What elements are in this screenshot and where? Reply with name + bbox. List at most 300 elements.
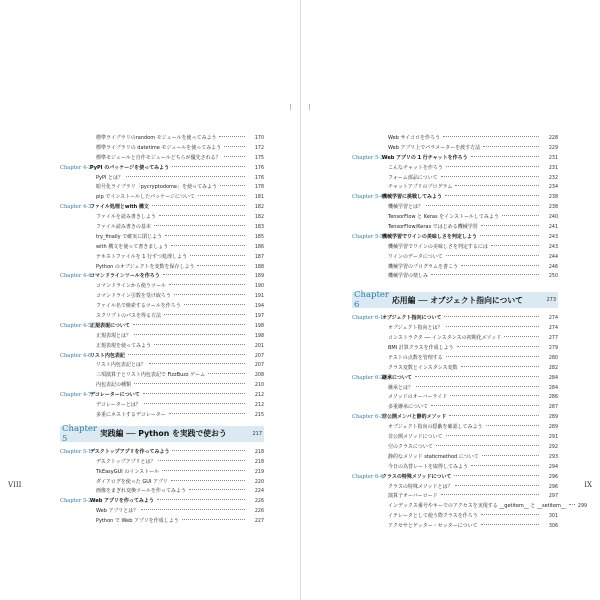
toc-entry-row [60,517,264,527]
entry-page-number: 226 [254,509,264,515]
crop-mark [309,104,310,110]
page-folio: IX [584,481,592,489]
toc-entry-row [352,164,558,174]
section-number: Chapter 5-1 [60,448,92,455]
entry-page-number: 176 [254,165,264,171]
section-number: Chapter 4-5 [60,322,92,329]
entry-title: オブジェクト指向とは？ [388,325,443,332]
entry-title: リスト内包表記 [90,352,125,359]
entry-page-number: 170 [254,136,264,141]
toc-entry-row [352,223,558,233]
toc-entry-row [60,468,264,478]
dot-leader [154,344,245,345]
toc-entry-row [352,453,558,463]
toc-entry-row [352,263,558,273]
toc-entry-row [352,423,558,433]
dot-leader [149,363,245,364]
toc-entry-row [60,134,264,144]
entry-page-number: 284 [548,375,558,381]
entry-title: Python で Web アプリを作成しよう [96,518,179,525]
entry-page-number: 198 [254,323,264,329]
entry-title: 機械学習に挑戦してみよう [382,194,443,201]
entry-title: 非公開メソッドについて [388,434,443,441]
entry-page-number: 297 [548,494,558,500]
dot-leader [220,185,245,186]
entry-page-number: 232 [548,175,558,181]
entry-title: 空のクラスについて [388,443,433,450]
entry-page-number: 306 [548,524,558,530]
entry-page-number: 208 [254,373,264,379]
entry-page-number: 291 [548,435,558,441]
toc-left [60,134,264,527]
dot-leader [184,304,245,305]
entry-title: 演算子オーバーロード [388,493,438,500]
toc-entry-row [60,282,264,292]
entry-title: BMI 計算クラスを作成しよう [388,345,454,352]
entry-page-number: 212 [254,403,264,409]
entry-page-number: 189 [254,274,264,280]
toc-entry-row [352,393,558,403]
dot-leader [159,215,245,216]
entry-page-number: 186 [254,244,264,250]
toc-entry-row [352,183,558,193]
entry-title: 標準ライブラリの datetime モジュールを使ってみよう [96,144,222,151]
entry-title: 暗号化ライブラリ「pycryptodome」を使ってみよう [96,184,217,191]
toc-entry-row [352,433,558,443]
entry-title: TensorFlow と Keras をインストールしてみよう [388,214,499,221]
entry-title: ダイアログを使った GUI アプリ [96,478,168,485]
entry-page-number: 301 [548,514,558,520]
entry-title: コマンドラインから使うツール [96,283,166,290]
dot-leader [491,245,539,246]
entry-page-number: 289 [548,415,558,421]
dot-leader [158,460,245,461]
toc-section-row [352,193,558,203]
dot-leader [172,450,245,451]
entry-page-number: 212 [254,393,264,399]
dot-leader [164,314,245,315]
toc-entry-row [352,144,558,154]
entry-title: ファイル処理とwith 構文 [90,204,149,211]
toc-section-row [352,413,558,423]
crop-mark [290,104,291,110]
dot-leader [480,235,539,236]
dot-leader [174,294,245,295]
entry-title: Web アプリを作ってみよう [90,498,154,505]
toc-entry-row [352,174,558,184]
entry-title: クラスの特殊メソッドとは？ [388,483,453,490]
entry-title: メソッドのオーバーライド [388,394,448,401]
entry-page-number: 198 [254,333,264,339]
entry-title: クラス変数とインスタンス変数 [388,364,458,371]
toc-entry-row [60,332,264,342]
entry-page-number: 286 [548,395,558,401]
entry-page-number: 274 [548,316,558,322]
entry-title: ファイル読み書きの基本 [96,224,151,231]
entry-page-number: 279 [548,346,558,352]
entry-page-number: 287 [548,405,558,411]
dot-leader [441,176,539,177]
entry-page-number: 176 [254,175,264,181]
entry-title: 非公開メンバと静的メソッド [382,414,447,421]
toc-entry-row [60,411,264,421]
toc-entry-row [60,292,264,302]
toc-section-row [60,203,264,213]
toc-entry-row [60,253,264,263]
entry-page-number: 244 [548,254,558,260]
entry-title: コンストラクタ ── インスタンスの初期化メソッド [388,335,502,342]
dot-leader [171,480,245,481]
entry-title: アクセサとゲッター・セッターについて [388,523,478,530]
entry-page-number: 188 [254,264,264,270]
toc-entry-row [352,512,558,522]
chapter-page: 217 [252,430,262,437]
toc-entry-row [352,463,558,473]
section-number: Chapter 4-2 [60,164,92,171]
dot-leader [450,395,539,396]
dot-leader [481,524,539,525]
toc-entry-row [352,324,558,334]
entry-page-number: 228 [548,136,558,141]
entry-page-number: 220 [254,479,264,485]
dot-leader [446,255,539,256]
dot-leader [446,435,539,436]
dot-leader [144,403,245,404]
entry-title: オブジェクト指向の隠蔽を確認してみよう [388,424,483,431]
toc-entry-row [352,443,558,453]
section-number: Chapter 6-1 [352,315,384,322]
toc-entry-row [60,401,264,411]
dot-leader [157,499,245,500]
dot-leader [504,336,539,337]
entry-page-number: 181 [254,195,264,201]
dot-leader [415,376,539,377]
dot-leader [569,504,575,505]
entry-page-number: 293 [548,454,558,460]
toc-entry-row [352,354,558,364]
entry-title: テストの点数を管理する [388,354,443,361]
toc-entry-row [60,381,264,391]
toc-section-row [60,352,264,362]
entry-page-number: 201 [254,343,264,349]
dot-leader [481,225,539,226]
dot-leader [449,415,539,416]
dot-leader [169,284,245,285]
entry-page-number: 238 [548,195,558,201]
dot-leader [461,366,539,367]
section-number: Chapter 5-5 [352,233,384,240]
dot-leader [133,324,245,325]
entry-page-number: 299 [577,504,588,510]
entry-title: インデックス番号やキーでのアクセスを実現する __getitem__ と __setitem__ [388,503,566,510]
entry-title: 正規表現について [90,322,130,329]
toc-entry-row [60,478,264,488]
dot-leader [189,489,245,490]
entry-title: スクリプトのパスを得る方法 [96,313,162,320]
dot-leader [171,245,245,246]
entry-page-number: 296 [548,474,558,480]
entry-title: Web アプリの 1 行チャットを作ろう [382,154,468,161]
dot-leader [162,470,245,471]
entry-title: ファイルを読み書きしよう [96,214,156,221]
entry-title: こんなチャットを作ろう [388,164,443,171]
entry-title: 標準モジュールと自作モジュールどちらが優先される？ [96,154,221,161]
toc-entry-row [60,144,264,154]
toc-entry-row [60,302,264,312]
toc-entry-row [60,213,264,223]
dot-leader [461,265,539,266]
dot-leader [224,156,245,157]
entry-page-number: 197 [254,314,264,320]
dot-leader [455,485,539,486]
toc-right-rows [352,134,558,282]
dot-leader [134,383,245,384]
entry-page-number: 218 [254,459,264,465]
dot-leader [190,255,245,256]
entry-title: 標準ライブラリのrandom モジュールを使ってみよう [96,135,217,141]
entry-page-number: 182 [254,205,264,211]
entry-title: ワインのデータについて [388,253,443,260]
entry-title: デコレーターとは？ [96,402,141,409]
dot-leader [502,215,539,216]
dot-leader [444,316,539,317]
chapter-5-heading [60,423,264,444]
entry-page-number: 226 [254,499,264,505]
toc-entry-row [352,483,558,493]
toc-entry-row [352,213,558,223]
toc-entry-row [352,384,558,394]
dot-leader [457,346,539,347]
entry-title: 今日の為替レートを取得してみよう [388,463,469,470]
section-number: Chapter 5-4 [352,194,384,201]
entry-page-number: 224 [254,489,264,495]
toc-section-row [352,233,558,243]
entry-title: Web サイコロを作ろう [388,135,440,141]
dot-leader [471,465,539,466]
toc-entry-row [60,233,264,243]
chapter-6-heading [352,290,558,311]
entry-page-number: 280 [548,355,558,361]
toc-section-row [60,497,264,507]
dot-leader [208,373,245,374]
toc-entry-row [60,183,264,193]
toc-entry-row [352,334,558,344]
entry-title: フォーム部品について [388,174,438,181]
dot-leader [134,334,245,335]
section-number: Chapter 4-6 [60,352,92,359]
entry-page-number: 218 [254,449,264,455]
entry-title: 三項演算子とリスト内包表記で FizzBuzz ゲーム [96,372,206,379]
toc-entry-row [352,403,558,413]
toc-entry-row [60,243,264,253]
entry-title: 画像をまぎれ変換ツールを作ってみよう [96,488,186,495]
dot-leader [154,225,245,226]
section-number: Chapter 4-4 [60,273,92,280]
dot-leader [482,455,539,456]
entry-title: デコレーターについて [90,392,140,399]
entry-title: TkEasyGUI のインストール [96,468,160,475]
entry-page-number: 231 [548,155,558,161]
entry-page-number: 277 [548,336,558,342]
toc-entry-row [60,174,264,184]
dot-leader [426,205,539,206]
entry-page-number: 190 [254,284,264,290]
entry-title: Web アプリ上でパラメーターを渡す方法 [388,144,481,151]
toc-entry-row [352,522,558,532]
page-folio: VIII [8,481,22,489]
dot-leader [481,514,539,515]
section-number: Chapter 6-3 [352,414,384,421]
dot-leader [219,136,245,137]
dot-leader [436,445,539,446]
toc-entry-row [60,312,264,322]
dot-leader [431,405,539,406]
toc-entry-row [352,134,558,144]
toc-entry-row [60,371,264,381]
dot-leader [446,166,539,167]
toc-entry-row [60,342,264,352]
chapter-title: 応用編 ── オブジェクト指向について [392,295,523,305]
entry-page-number: 182 [254,215,264,221]
entry-title: pip でインストールしたパッケージについて [96,194,195,201]
toc-entry-row [60,361,264,371]
toc-entry-row [352,272,558,282]
entry-title: 機械学習とは？ [388,204,424,211]
toc-section-row [352,473,558,483]
dot-leader [172,166,245,167]
entry-page-number: 207 [254,353,264,359]
entry-page-number: 234 [548,185,558,191]
dot-leader [163,274,245,275]
toc-entry-row [60,507,264,517]
entry-title: クラスの特殊メソッドについて [382,473,452,480]
dot-leader [471,156,539,157]
dot-leader [443,136,539,137]
dot-leader [486,425,539,426]
entry-title: 内包表記の種類 [96,382,132,389]
entry-page-number: 194 [254,304,264,310]
entry-title: リスト内包表記とは？ [96,362,146,369]
dot-leader [128,354,245,355]
entry-page-number: 219 [254,469,264,475]
toc-entry-row [60,458,264,468]
entry-page-number: 178 [254,185,264,191]
section-number: Chapter 4-3 [60,204,92,211]
dot-leader [143,393,245,394]
entry-page-number: 274 [548,326,558,332]
entry-title: チャットアプリのプログラム [388,184,453,191]
entry-title: デスクトップアプリを作ってみよう [90,448,170,455]
dot-leader [198,195,245,196]
dot-leader [431,274,539,275]
entry-page-number: 231 [548,165,558,171]
toc-section-row [352,154,558,164]
section-number: Chapter 6-2 [352,374,384,381]
entry-page-number: 243 [548,234,558,240]
toc-section-row [60,391,264,401]
toc-entry-row [60,223,264,233]
section-number: Chapter 6-4 [352,473,384,480]
entry-page-number: 282 [548,365,558,371]
entry-page-number: 215 [254,412,264,418]
chapter-title: 実践編 ── Python を実践で使おう [100,429,227,439]
chapter-page: 273 [546,297,556,304]
dot-leader [169,413,245,414]
entry-page-number: 294 [548,464,558,470]
entry-title: Python のオブジェクトを変数を保存しよう [96,263,195,270]
entry-page-number: 241 [548,225,558,231]
entry-page-number: 246 [548,264,558,270]
section-number: Chapter 5-3 [352,154,384,161]
entry-page-number: 227 [254,519,264,525]
toc-left-rows [60,134,264,421]
entry-page-number: 240 [548,215,558,221]
dot-leader [224,146,245,147]
entry-title: オブジェクト指向について [382,315,442,322]
dot-leader [483,146,539,147]
entry-page-number: 292 [548,444,558,450]
entry-title: PyPI とは？ [96,174,124,181]
toc-entry-row [352,243,558,253]
entry-title: 機械学習でワインの美味しさを判定するには [388,243,488,250]
entry-page-number: 250 [548,274,558,280]
entry-title: PyPI のパッケージを使ってみよう [90,164,170,171]
toc-entry-row [352,502,588,512]
entry-page-number: 243 [548,244,558,250]
entry-title: try_finally で確実に閉じよう [96,233,163,240]
toc-entry-row [60,487,264,497]
toc-entry-row [352,364,558,374]
dot-leader [441,494,539,495]
toc-section-row [352,374,558,384]
dot-leader [446,326,539,327]
dot-leader [416,386,539,387]
dot-leader [165,235,245,236]
entry-title: コマンドライン引数を受け取ろう [96,293,171,300]
entry-title: ファイル名で検索するツールを作ろう [96,303,181,310]
toc-section-row [352,314,558,324]
entry-title: 継承について [382,374,412,381]
entry-title: TensorFlow/Keras ではじめる機械学習 [388,224,478,231]
section-number: Chapter 4-7 [60,392,92,399]
chapter-number: Chapter 6 [354,290,389,311]
toc-entry-row [60,263,264,273]
dot-leader [454,475,539,476]
entry-page-number: 296 [548,484,558,490]
entry-title: 継承とは？ [388,384,414,391]
dot-leader [197,265,245,266]
entry-page-number: 207 [254,363,264,369]
toc-section-row [60,272,264,282]
toc-entry-row [352,492,558,502]
toc-section-row [60,322,264,332]
entry-page-number: 172 [254,145,264,151]
entry-title: 多重継承について [388,404,428,411]
entry-page-number: 229 [548,145,558,151]
dot-leader [446,356,539,357]
entry-page-number: 284 [548,385,558,391]
entry-page-number: 289 [548,425,558,431]
toc-entry-row [60,154,264,164]
entry-title: 機械学習のプログラムを書こう [388,263,458,270]
toc-entry-row [60,193,264,203]
entry-page-number: 191 [254,294,264,300]
entry-title: 正規表現を使ってみよう [96,342,152,349]
entry-title: with 構文を使って書きましょう [96,243,169,250]
entry-title: イテレータとして使う際クラスを作ろう [388,513,478,520]
dot-leader [141,509,245,510]
entry-page-number: 210 [254,383,264,389]
